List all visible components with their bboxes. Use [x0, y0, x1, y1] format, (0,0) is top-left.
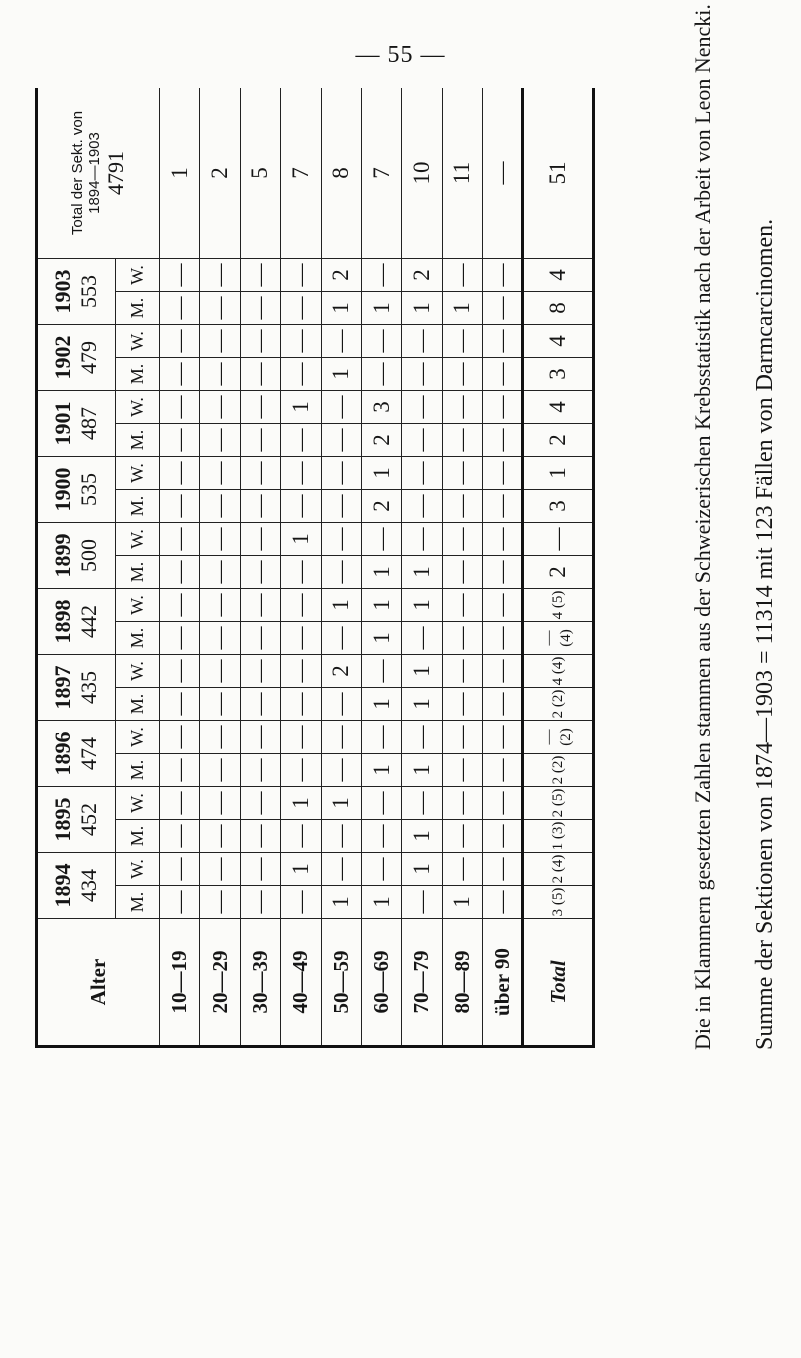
count-cell: 1 [442, 292, 482, 325]
count-cell: — [160, 853, 200, 886]
sections-count: 434 [76, 869, 102, 902]
count-cell: 3 [523, 490, 594, 523]
caption-brackets-note: Die in Klammern gesetzten Zahlen stammen aus der Schweizerischen Krebsstatistik nach der Arbeit von Leon Nencki. [690, 4, 715, 1050]
count-cell: — [160, 358, 200, 391]
age-group: 30—39 [240, 919, 280, 1047]
count-cell: — [240, 820, 280, 853]
total-cell: 2 [200, 88, 240, 259]
count-cell: — [200, 424, 240, 457]
count-cell: 1 [321, 292, 361, 325]
count-cell: — [523, 523, 594, 556]
count-cell: 1 [281, 523, 321, 556]
count-cell: 1 [281, 391, 321, 424]
count-cell: 1 [321, 589, 361, 622]
total-cell: 11 [442, 88, 482, 259]
count-cell: — [482, 820, 522, 853]
count-cell: — [482, 424, 522, 457]
count-cell: — [442, 490, 482, 523]
female-column-header: W. [115, 589, 159, 622]
count-cell: — [361, 721, 401, 754]
count-cell: 1 [281, 787, 321, 820]
count-cell: — [321, 853, 361, 886]
count-cell: — [240, 292, 280, 325]
count-cell: — [402, 457, 442, 490]
count-cell: — [200, 820, 240, 853]
count-cell: — [482, 688, 522, 721]
count-cell: 4 [523, 391, 594, 424]
male-column-header: M. [115, 754, 159, 787]
count-cell: — [482, 292, 522, 325]
count-cell: — [281, 886, 321, 919]
table-row [281, 88, 321, 1047]
count-cell: 2 [321, 655, 361, 688]
sections-count: 535 [76, 473, 102, 506]
count-cell: — [281, 820, 321, 853]
count-cell: — [482, 622, 522, 655]
count-cell: 1 (3) [523, 820, 594, 853]
count-cell: — [281, 655, 321, 688]
age-group: 40—49 [281, 919, 321, 1047]
count-cell: 2 [321, 259, 361, 292]
count-cell: — [482, 556, 522, 589]
year-label: 1900 [50, 467, 76, 512]
count-cell: — [240, 424, 280, 457]
count-cell: — [200, 655, 240, 688]
count-cell: — [321, 490, 361, 523]
total-cell: — [482, 88, 522, 259]
count-cell: — [200, 787, 240, 820]
count-cell: — [361, 358, 401, 391]
rotated-table-area [35, 88, 595, 1048]
sections-count: 442 [76, 605, 102, 638]
count-cell: — [240, 787, 280, 820]
male-column-header: M. [115, 886, 159, 919]
count-cell: — [321, 457, 361, 490]
year-header [37, 589, 116, 655]
age-group: 80—89 [442, 919, 482, 1047]
female-column-header: W. [115, 457, 159, 490]
count-cell: 1 [361, 886, 401, 919]
table-row [240, 88, 280, 1047]
count-cell: — [402, 490, 442, 523]
count-cell: — [240, 721, 280, 754]
count-cell: — [361, 325, 401, 358]
female-column-header: W. [115, 655, 159, 688]
count-cell: 1 [402, 556, 442, 589]
count-cell: — [482, 721, 522, 754]
count-cell: 2 [523, 424, 594, 457]
male-column-header: M. [115, 358, 159, 391]
table-row [523, 88, 594, 1047]
count-cell: — [200, 886, 240, 919]
count-cell: — [200, 259, 240, 292]
year-header [37, 721, 116, 787]
year-label: 1903 [50, 269, 76, 314]
count-cell: — [442, 721, 482, 754]
count-cell: — [281, 589, 321, 622]
count-cell: — [482, 259, 522, 292]
count-cell: — [361, 820, 401, 853]
count-cell: — [160, 622, 200, 655]
year-header [37, 325, 116, 391]
count-cell: — [240, 688, 280, 721]
count-cell: — [361, 655, 401, 688]
count-cell: — [402, 721, 442, 754]
count-cell: — [160, 391, 200, 424]
year-label: 1896 [50, 731, 76, 776]
age-group: 70—79 [402, 919, 442, 1047]
age-group: 50—59 [321, 919, 361, 1047]
count-cell: 4 (4) [523, 655, 594, 688]
count-cell: — [240, 655, 280, 688]
count-cell: — [240, 325, 280, 358]
year-header [37, 655, 116, 721]
count-cell: 2 (5) [523, 787, 594, 820]
count-cell: 4 (5) [523, 589, 594, 622]
count-cell: — [321, 754, 361, 787]
count-cell: — [240, 391, 280, 424]
count-cell: — [160, 787, 200, 820]
year-label: 1894 [50, 863, 76, 908]
total-cell: 51 [523, 88, 594, 259]
count-cell: 1 [402, 292, 442, 325]
male-column-header: M. [115, 622, 159, 655]
count-cell: — [442, 424, 482, 457]
count-cell: — [442, 622, 482, 655]
count-cell: — [281, 490, 321, 523]
total-cell: 5 [240, 88, 280, 259]
count-cell: — [482, 853, 522, 886]
count-cell: — [160, 259, 200, 292]
female-column-header: W. [115, 721, 159, 754]
count-cell: — [160, 688, 200, 721]
count-cell: — [240, 754, 280, 787]
year-header [37, 259, 116, 325]
count-cell: 1 [442, 886, 482, 919]
count-cell: — [160, 655, 200, 688]
count-cell: — [482, 457, 522, 490]
female-column-header: W. [115, 259, 159, 292]
table-row [200, 88, 240, 1047]
count-cell: 1 [321, 787, 361, 820]
count-cell: — [482, 490, 522, 523]
count-cell: — [321, 820, 361, 853]
count-cell: 1 [402, 853, 442, 886]
page-number: — 55 — [355, 42, 446, 68]
count-cell: 2 (2) [523, 754, 594, 787]
year-header [37, 457, 116, 523]
count-cell: — [200, 556, 240, 589]
count-cell: — (4) [523, 622, 594, 655]
year-label: 1897 [50, 665, 76, 710]
count-cell: — [200, 688, 240, 721]
count-cell: — [442, 787, 482, 820]
count-cell: — [321, 523, 361, 556]
count-cell: — [442, 325, 482, 358]
total-sections: 4791 [102, 151, 128, 195]
count-cell: — [402, 886, 442, 919]
count-cell: — [402, 622, 442, 655]
count-cell: 1 [523, 457, 594, 490]
count-cell: — [482, 523, 522, 556]
age-group: über 90 [482, 919, 522, 1047]
count-cell: 1 [361, 754, 401, 787]
caption-summary: Summe der Sektionen von 1874—1903 = 11314 mit 123 Fällen von Darmcarcinomen. [752, 218, 778, 1050]
count-cell: — [482, 391, 522, 424]
count-cell: — [281, 457, 321, 490]
count-cell: — [200, 490, 240, 523]
count-cell: 1 [361, 457, 401, 490]
count-cell: 1 [361, 556, 401, 589]
age-group: Total [523, 919, 594, 1047]
count-cell: — [442, 820, 482, 853]
sections-count: 500 [76, 539, 102, 572]
count-cell: 2 [402, 259, 442, 292]
count-cell: 1 [361, 622, 401, 655]
male-column-header: M. [115, 688, 159, 721]
count-cell: — [200, 754, 240, 787]
count-cell: 1 [402, 688, 442, 721]
total-cell: 10 [402, 88, 442, 259]
count-cell: — [361, 853, 401, 886]
count-cell: — [442, 523, 482, 556]
table-row [160, 88, 200, 1047]
count-cell: 2 (4) [523, 853, 594, 886]
count-cell: — [240, 523, 280, 556]
count-cell: — [281, 325, 321, 358]
count-cell: — [321, 688, 361, 721]
count-cell: — [281, 721, 321, 754]
count-cell: 4 [523, 325, 594, 358]
year-header [37, 391, 116, 457]
count-cell: 3 [361, 391, 401, 424]
count-cell: 2 [523, 556, 594, 589]
male-column-header: M. [115, 490, 159, 523]
count-cell: 1 [321, 358, 361, 391]
count-cell: 2 [361, 424, 401, 457]
male-column-header: M. [115, 292, 159, 325]
count-cell: — [200, 589, 240, 622]
count-cell: — [160, 886, 200, 919]
count-cell: — [200, 358, 240, 391]
female-column-header: W. [115, 787, 159, 820]
count-cell: — [321, 622, 361, 655]
count-cell: — [442, 754, 482, 787]
statistics-table [35, 88, 595, 1048]
count-cell: 4 [523, 259, 594, 292]
sections-count: 435 [76, 671, 102, 704]
count-cell: — [361, 259, 401, 292]
sections-count: 479 [76, 341, 102, 374]
count-cell: — [442, 358, 482, 391]
count-cell: — [240, 457, 280, 490]
count-cell: — [442, 259, 482, 292]
count-cell: — [160, 754, 200, 787]
count-cell: — [442, 655, 482, 688]
count-cell: 1 [402, 754, 442, 787]
count-cell: 3 [523, 358, 594, 391]
year-label: 1902 [50, 335, 76, 380]
year-label: 1901 [50, 401, 76, 446]
count-cell: — [160, 523, 200, 556]
count-cell: — [402, 424, 442, 457]
count-cell: — [160, 589, 200, 622]
count-cell: — [160, 556, 200, 589]
year-header [37, 853, 116, 919]
count-cell: — [200, 391, 240, 424]
total-label-2: 1894—1903 [85, 132, 103, 214]
count-cell: — [442, 688, 482, 721]
count-cell: — [281, 622, 321, 655]
female-column-header: W. [115, 391, 159, 424]
age-group: 60—69 [361, 919, 401, 1047]
male-column-header: M. [115, 820, 159, 853]
age-group: 20—29 [200, 919, 240, 1047]
count-cell: — [442, 589, 482, 622]
count-cell: — [281, 754, 321, 787]
count-cell: 1 [402, 655, 442, 688]
count-cell: — [160, 490, 200, 523]
age-header: Alter [37, 919, 160, 1047]
total-label-1: Total der Sekt. von [68, 110, 86, 236]
count-cell: — [442, 457, 482, 490]
count-cell: — [200, 721, 240, 754]
count-cell: — [240, 622, 280, 655]
count-cell: — [200, 523, 240, 556]
count-cell: 1 [361, 292, 401, 325]
count-cell: — [442, 391, 482, 424]
count-cell: — [160, 424, 200, 457]
count-cell: — [281, 424, 321, 457]
count-cell: — [402, 523, 442, 556]
count-cell: 1 [402, 589, 442, 622]
table-row [402, 88, 442, 1047]
count-cell: — [281, 358, 321, 391]
count-cell: — [321, 325, 361, 358]
total-cell: 7 [281, 88, 321, 259]
count-cell: — [160, 292, 200, 325]
count-cell: 3 (5) [523, 886, 594, 919]
count-cell: — [402, 325, 442, 358]
count-cell: 1 [281, 853, 321, 886]
female-column-header: W. [115, 853, 159, 886]
count-cell: 8 [523, 292, 594, 325]
female-column-header: W. [115, 325, 159, 358]
total-header [37, 88, 160, 259]
table-row [321, 88, 361, 1047]
count-cell: — [482, 754, 522, 787]
count-cell: — [200, 292, 240, 325]
count-cell: — [321, 391, 361, 424]
count-cell: — [361, 787, 401, 820]
count-cell: — [482, 358, 522, 391]
sections-count: 474 [76, 737, 102, 770]
count-cell: 2 (2) [523, 688, 594, 721]
total-cell: 7 [361, 88, 401, 259]
count-cell: — [160, 820, 200, 853]
age-group: 10—19 [160, 919, 200, 1047]
count-cell: — [402, 358, 442, 391]
table-row [442, 88, 482, 1047]
count-cell: — [321, 721, 361, 754]
count-cell: — [482, 589, 522, 622]
table-row [361, 88, 401, 1047]
count-cell: — [442, 853, 482, 886]
year-label: 1898 [50, 599, 76, 644]
count-cell: — [402, 391, 442, 424]
year-header [37, 523, 116, 589]
count-cell: — [482, 886, 522, 919]
count-cell: — [482, 655, 522, 688]
count-cell: — [200, 622, 240, 655]
count-cell: — [482, 325, 522, 358]
count-cell: — [321, 556, 361, 589]
count-cell: 1 [402, 820, 442, 853]
count-cell: 1 [321, 886, 361, 919]
count-cell: — [321, 424, 361, 457]
count-cell: — [281, 688, 321, 721]
count-cell: — [240, 556, 280, 589]
year-label: 1899 [50, 533, 76, 578]
count-cell: — [200, 325, 240, 358]
sections-count: 487 [76, 407, 102, 440]
count-cell: 1 [361, 688, 401, 721]
year-label: 1895 [50, 797, 76, 842]
count-cell: — [160, 325, 200, 358]
sections-count: 452 [76, 803, 102, 836]
year-header [37, 787, 116, 853]
table-row [482, 88, 522, 1047]
count-cell: — [482, 787, 522, 820]
male-column-header: M. [115, 424, 159, 457]
count-cell: 2 [361, 490, 401, 523]
count-cell: — [160, 457, 200, 490]
count-cell: — [281, 556, 321, 589]
total-cell: 8 [321, 88, 361, 259]
male-column-header: M. [115, 556, 159, 589]
count-cell: — [240, 886, 280, 919]
total-cell: 1 [160, 88, 200, 259]
count-cell: — (2) [523, 721, 594, 754]
count-cell: — [281, 259, 321, 292]
female-column-header: W. [115, 523, 159, 556]
sections-count: 553 [76, 275, 102, 308]
count-cell: — [200, 853, 240, 886]
count-cell: — [442, 556, 482, 589]
count-cell: — [240, 853, 280, 886]
count-cell: — [160, 721, 200, 754]
count-cell: — [240, 358, 280, 391]
count-cell: — [240, 490, 280, 523]
count-cell: — [281, 292, 321, 325]
count-cell: — [402, 787, 442, 820]
count-cell: 1 [361, 589, 401, 622]
count-cell: — [361, 523, 401, 556]
count-cell: — [240, 589, 280, 622]
count-cell: — [240, 259, 280, 292]
count-cell: — [200, 457, 240, 490]
